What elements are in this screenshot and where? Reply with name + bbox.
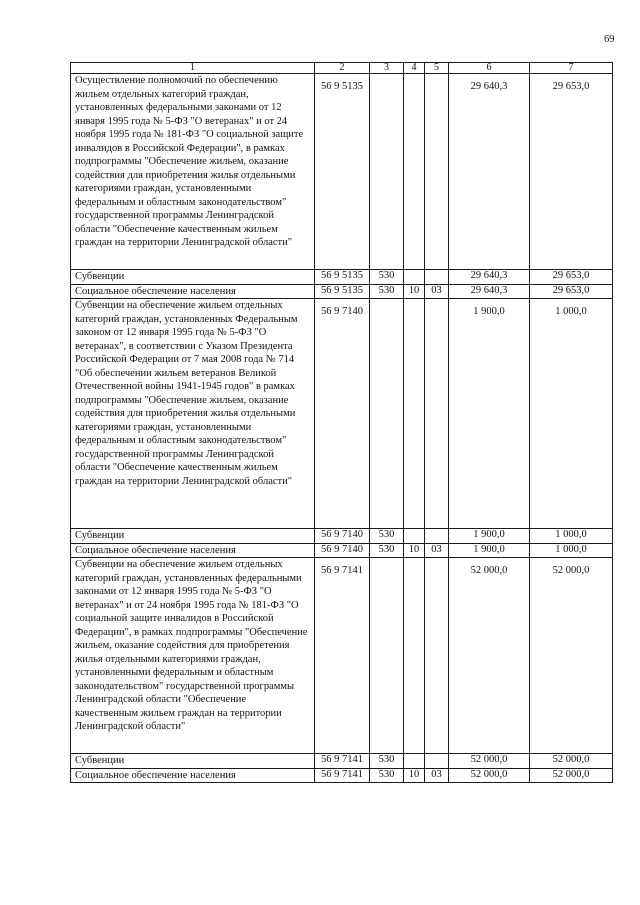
- section-cell: [404, 74, 425, 270]
- description-line: законодательством" государственной программы: [75, 680, 295, 692]
- table-row: [71, 74, 613, 270]
- page-number: 69: [604, 34, 615, 45]
- year-1-amount-cell: 52 000,0: [449, 768, 530, 783]
- description-line: государственной программы Ленинградской: [75, 448, 274, 460]
- subsection-cell: [425, 299, 449, 529]
- year-1-amount-cell: 52 000,0: [449, 754, 530, 769]
- description-line: Субвенции на обеспечение жильем отдельных: [75, 300, 283, 311]
- expense-type-cell: [370, 74, 404, 270]
- description-line: Федерации", в рамках подпрограммы "Обеспечение: [75, 626, 308, 638]
- year-1-amount-cell: 52 000,0: [449, 558, 530, 754]
- description-cell: [71, 754, 315, 769]
- section-cell: [404, 270, 425, 285]
- description-line: подпрограммы "Обеспечение жильем, оказание: [75, 156, 289, 167]
- year-1-amount-cell: 29 640,3: [449, 284, 530, 299]
- description-cell: [71, 299, 315, 529]
- subsection-cell: [425, 529, 449, 544]
- header-cell: 1: [71, 63, 315, 74]
- expense-type-cell: 530: [370, 270, 404, 285]
- description-line: Субвенции: [75, 271, 125, 282]
- subsection-cell: [425, 270, 449, 285]
- table-row: [71, 754, 613, 769]
- expense-type-cell: [370, 299, 404, 529]
- description-line: ветеранах" и от 24 ноября 1995 года № 181-ФЗ "О: [75, 599, 299, 611]
- description-line: инвалидов в Российской Федерации", в рамках: [75, 142, 285, 154]
- section-cell: [404, 754, 425, 769]
- description-line: Ленинградской области": [75, 721, 186, 732]
- table-row: [71, 529, 613, 544]
- table-row: [71, 270, 613, 285]
- subsection-cell: 03: [425, 543, 449, 558]
- table-row: [71, 299, 613, 529]
- description-line: установленных федеральными законами от 12: [75, 102, 282, 113]
- description-line: установленными федеральным и областным: [75, 667, 274, 678]
- description-line: граждан на территории Ленинградской области": [75, 237, 293, 248]
- description-cell: [71, 529, 315, 544]
- expense-type-cell: 530: [370, 754, 404, 769]
- header-cell: 4: [404, 63, 425, 74]
- description-line: января 1995 года № 5-ФЗ "О ветеранах" и от 24: [75, 115, 288, 127]
- target-code-cell: 56 9 5135: [315, 74, 370, 270]
- description-cell: [71, 270, 315, 285]
- subsection-cell: [425, 754, 449, 769]
- target-code-cell: 56 9 7141: [315, 558, 370, 754]
- description-line: ветеранах", в соответствии с Указом Президента: [75, 340, 293, 352]
- description-line: категорий граждан, установленных федеральными: [75, 572, 302, 584]
- header-cell: 6: [449, 63, 530, 74]
- description-line: Субвенции: [75, 530, 125, 541]
- description-line: Отечественной войны 1941-1945 годов" в рамках: [75, 381, 295, 392]
- target-code-cell: 56 9 7140: [315, 299, 370, 529]
- description-line: жильем отдельных категорий граждан,: [75, 88, 249, 100]
- subsection-cell: [425, 558, 449, 754]
- description-line: области "Обеспечение качественным жильем: [75, 223, 278, 235]
- description-line: федеральным и областным законодательством": [75, 196, 287, 208]
- description-cell: [71, 284, 315, 299]
- subsection-cell: 03: [425, 284, 449, 299]
- target-code-cell: 56 9 7141: [315, 754, 370, 769]
- target-code-cell: 56 9 7141: [315, 768, 370, 783]
- year-2-amount-cell: 52 000,0: [530, 558, 613, 754]
- description-line: законами от 12 января 1995 года № 5-ФЗ "О: [75, 586, 272, 597]
- year-2-amount-cell: 1 000,0: [530, 543, 613, 558]
- description-line: Социальное обеспечение населения: [75, 769, 236, 781]
- budget-table: [70, 62, 613, 783]
- table-row: [71, 284, 613, 299]
- description-line: граждан на территории Ленинградской области": [75, 475, 293, 487]
- year-1-amount-cell: 1 900,0: [449, 299, 530, 529]
- table-row: [71, 768, 613, 783]
- subsection-cell: [425, 74, 449, 270]
- expense-type-cell: 530: [370, 543, 404, 558]
- year-2-amount-cell: 52 000,0: [530, 768, 613, 783]
- description-line: Субвенции: [75, 755, 125, 766]
- year-2-amount-cell: 29 653,0: [530, 270, 613, 285]
- section-cell: [404, 529, 425, 544]
- year-1-amount-cell: 29 640,3: [449, 270, 530, 285]
- section-cell: 10: [404, 768, 425, 783]
- description-line: федеральным и областным законодательством": [75, 435, 287, 446]
- description-line: Ленинградской области "Обеспечение: [75, 694, 247, 705]
- description-line: содействия для приобретения жилья отдельными: [75, 408, 296, 419]
- description-line: категориями граждан, установленными: [75, 183, 252, 194]
- header-cell: 2: [315, 63, 370, 74]
- description-line: социальной защите инвалидов в Российской: [75, 613, 274, 624]
- expense-type-cell: [370, 558, 404, 754]
- year-2-amount-cell: 1 000,0: [530, 529, 613, 544]
- section-cell: [404, 558, 425, 754]
- header-cell: 5: [425, 63, 449, 74]
- description-cell: [71, 74, 315, 270]
- description-line: Социальное обеспечение населения: [75, 285, 236, 297]
- description-line: "Об обеспечении жильем ветеранов Великой: [75, 367, 277, 379]
- description-cell: [71, 543, 315, 558]
- description-line: качественным жильем граждан на территории: [75, 707, 282, 719]
- description-line: ноября 1995 года № 181-ФЗ "О социальной защите: [75, 129, 304, 140]
- year-2-amount-cell: 52 000,0: [530, 754, 613, 769]
- year-2-amount-cell: 29 653,0: [530, 74, 613, 270]
- description-line: Социальное обеспечение населения: [75, 544, 236, 556]
- description-cell: [71, 558, 315, 754]
- section-cell: [404, 299, 425, 529]
- target-code-cell: 56 9 7140: [315, 529, 370, 544]
- description-line: Осуществление полномочий по обеспечению: [75, 75, 278, 86]
- description-line: жилья отдельными категориями граждан,: [75, 653, 261, 665]
- description-line: жильем, оказание содействия для приобретения: [75, 640, 290, 651]
- year-1-amount-cell: 29 640,3: [449, 74, 530, 270]
- target-code-cell: 56 9 7140: [315, 543, 370, 558]
- table-header-row: [71, 63, 613, 74]
- description-line: Российской Федерации от 7 мая 2008 года № 714: [75, 354, 295, 365]
- year-2-amount-cell: 1 000,0: [530, 299, 613, 529]
- description-line: области "Обеспечение качественным жильем: [75, 462, 278, 473]
- description-line: Субвенции на обеспечение жильем отдельных: [75, 559, 283, 570]
- year-1-amount-cell: 1 900,0: [449, 529, 530, 544]
- header-cell: 7: [530, 63, 613, 74]
- target-code-cell: 56 9 5135: [315, 270, 370, 285]
- description-line: государственной программы Ленинградской: [75, 210, 274, 221]
- expense-type-cell: 530: [370, 768, 404, 783]
- subsection-cell: 03: [425, 768, 449, 783]
- description-line: категорий граждан, установленных Федеральным: [75, 313, 298, 325]
- description-cell: [71, 768, 315, 783]
- expense-type-cell: 530: [370, 529, 404, 544]
- header-cell: 3: [370, 63, 404, 74]
- description-line: подпрограммы "Обеспечение жильем, оказание: [75, 394, 289, 406]
- year-2-amount-cell: 29 653,0: [530, 284, 613, 299]
- expense-type-cell: 530: [370, 284, 404, 299]
- section-cell: 10: [404, 543, 425, 558]
- table-row: [71, 543, 613, 558]
- description-line: содействия для приобретения жилья отдельными: [75, 169, 296, 181]
- section-cell: 10: [404, 284, 425, 299]
- description-line: законом от 12 января 1995 года № 5-ФЗ "О: [75, 327, 267, 338]
- description-line: категориями граждан, установленными: [75, 421, 252, 433]
- year-1-amount-cell: 1 900,0: [449, 543, 530, 558]
- table-row: [71, 558, 613, 754]
- target-code-cell: 56 9 5135: [315, 284, 370, 299]
